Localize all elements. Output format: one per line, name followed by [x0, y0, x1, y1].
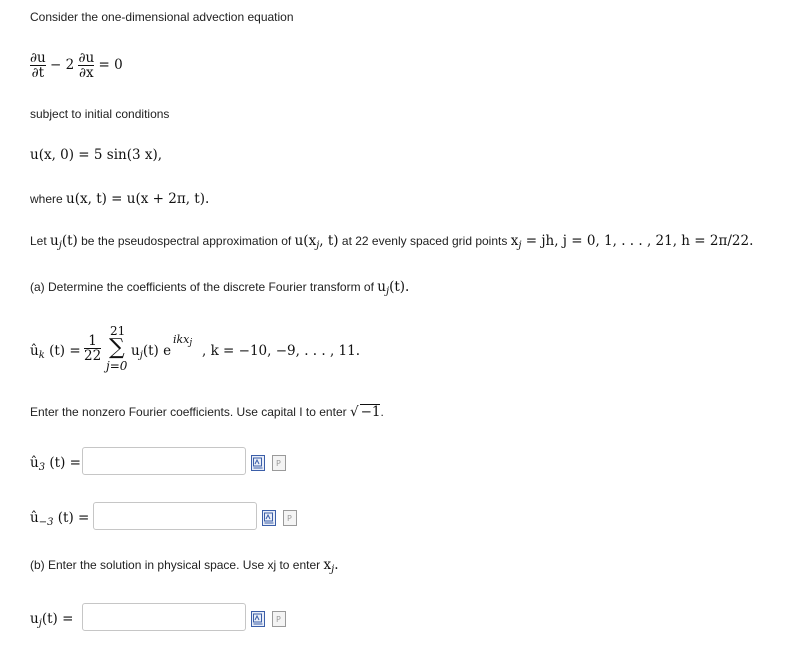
ic-intro: subject to initial conditions [30, 107, 170, 121]
field-uj-label: $u_j(t)$ = [30, 611, 74, 629]
u3-answer-input[interactable] [82, 447, 246, 475]
preview-icon[interactable] [283, 510, 297, 526]
instruction-text: Enter the nonzero Fourier coefficients. Use capital I to enter √ −1. [30, 404, 384, 420]
bc-equation: u(x, t) = u(x + 2π, t). [66, 191, 210, 207]
part-b-text: (b) Enter the solution in physical space. Use xj to enter $x_j$. [30, 557, 339, 575]
equation-editor-icon[interactable] [251, 611, 265, 627]
ic-equation: u(x, 0) = 5 sin(3 x), [30, 147, 163, 163]
field-u-minus3-label: $û_{-3}$ (t) = [30, 510, 90, 528]
part-a-text: (a) Determine the coefficients of the discrete Fourier transform of $u_j(t)$. [30, 279, 410, 297]
svg-text:P: P [276, 615, 281, 624]
pde-equation: $\frac{\partial u}{\partial t}$ − 2 $\frac{\partial u}{\partial x}$ = 0 [30, 50, 123, 81]
sum-lower-limit: j=0 [106, 359, 128, 373]
dft-fraction: $\frac{1}{22}$ [84, 333, 102, 364]
equation-editor-icon[interactable] [262, 510, 276, 526]
sum-upper-limit: 21 [110, 324, 126, 338]
du-dt-fraction: $\frac{\partial u}{\partial t}$ [30, 50, 46, 81]
bc-line: where u(x, t) = u(x + 2π, t). [30, 191, 210, 207]
field-u3-label: $û_3$ (t) = [30, 455, 81, 473]
intro-text: Consider the one-dimensional advection equation [30, 10, 294, 24]
svg-text:P: P [287, 514, 292, 523]
svg-text:P: P [276, 459, 281, 468]
let-line: Let $u_j(t)$ be the pseudospectral approximation of $u(x_j$, t) at 22 evenly spaced grid points $x_j$ = jh, j = 0, 1, . . . , 21, h = 2π/22. [30, 233, 754, 251]
du-dx-fraction: $\frac{\partial u}{\partial x}$ [78, 50, 95, 81]
equation-editor-icon[interactable] [251, 455, 265, 471]
preview-icon[interactable] [272, 611, 286, 627]
exponent: ikxj [173, 333, 193, 348]
u-minus3-answer-input[interactable] [93, 502, 257, 530]
uj-answer-input[interactable] [82, 603, 246, 631]
sum-symbol: ∑ [109, 335, 125, 360]
preview-icon[interactable] [272, 455, 286, 471]
